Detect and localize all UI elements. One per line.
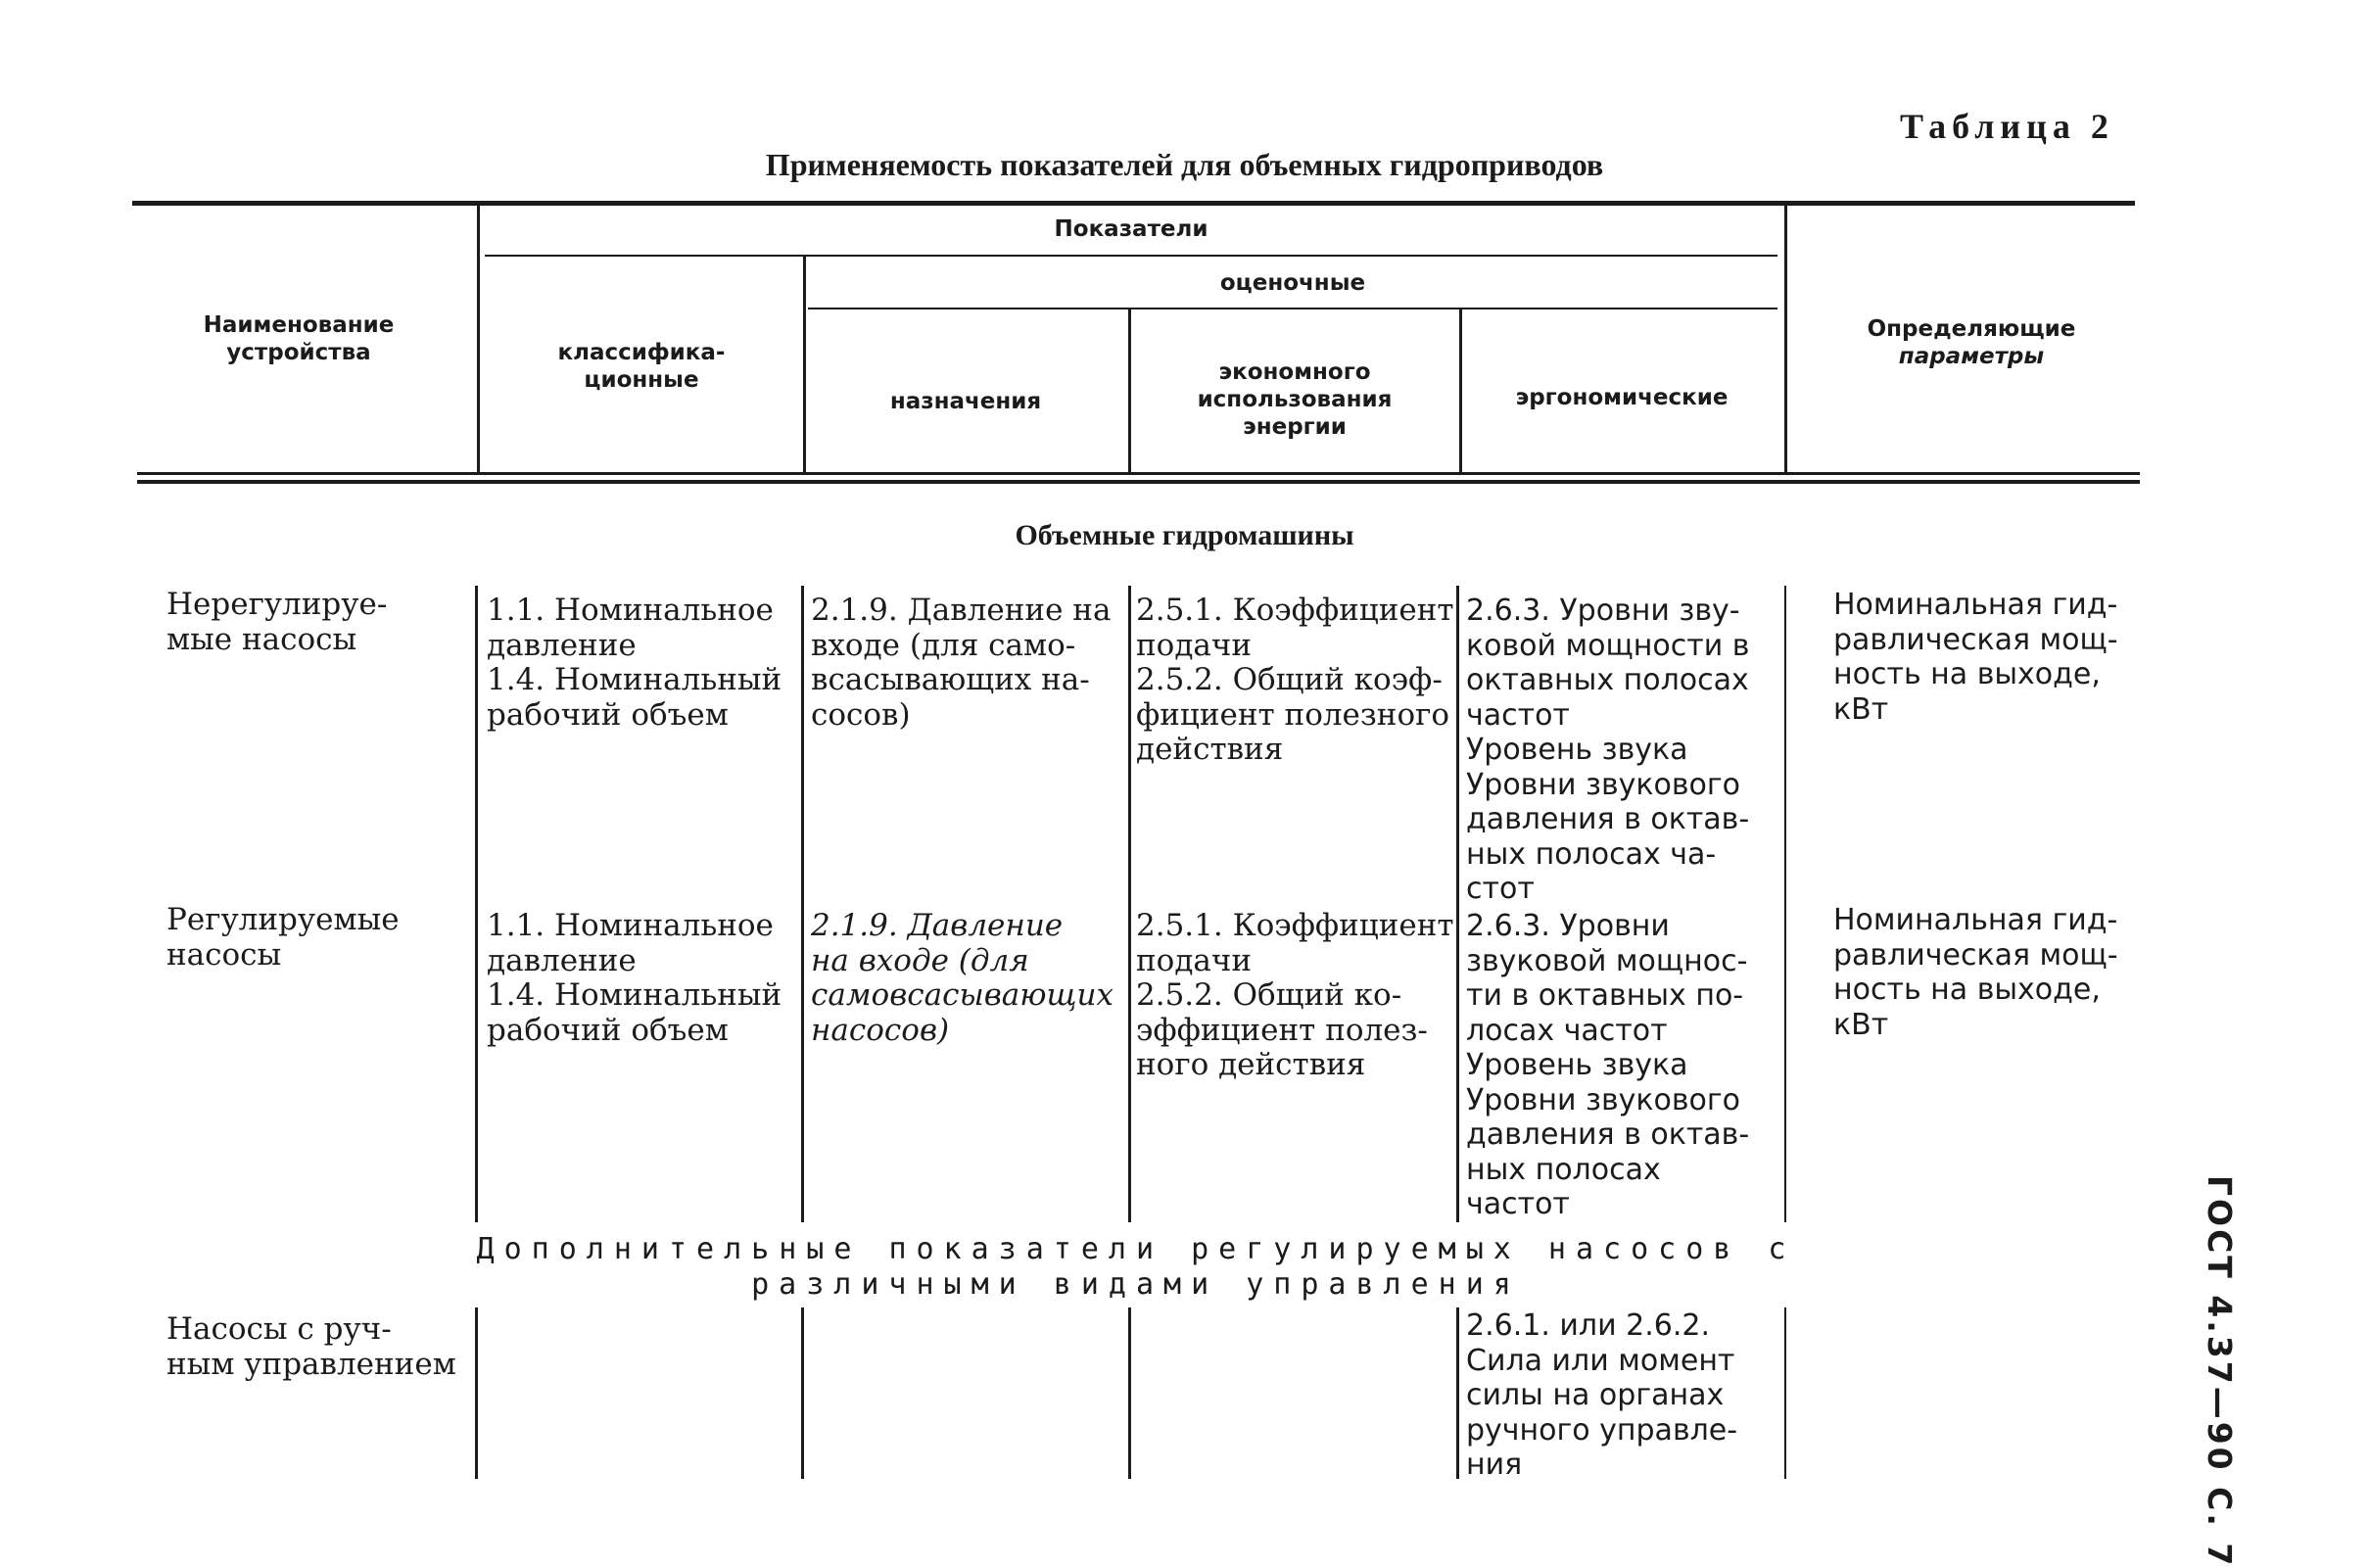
row1-classification: 1.1. Номинальное давление 1.4. Номинальный рабочий объем: [487, 593, 782, 733]
row2-ergonomic: 2.6.3. Уровни звуковой мощнос- ти в октавных по- лосах частот Уровень звука Уровни звукового давления в октав- ных полосах частот: [1466, 909, 1750, 1221]
row2-classification: 1.1. Номинальное давление 1.4. Номинальный рабочий объем: [487, 908, 782, 1048]
row3-divider-3: [1128, 1307, 1131, 1479]
header-classification: классифика- ционные: [557, 340, 726, 393]
row1-economy: 2.5.1. Коэффициент подачи 2.5.2. Общий коэф- фициент полезного действия: [1136, 593, 1454, 767]
header-purpose: назначения: [889, 389, 1042, 414]
header-bottom-rule-1: [137, 472, 2140, 475]
body-divider-1: [475, 586, 478, 1222]
body-divider-4: [1456, 586, 1459, 1222]
header-divider-3: [1128, 309, 1131, 472]
row1-purpose: 2.1.9. Давление на входе (для само- всасывающих на- сосов): [811, 593, 1112, 733]
header-economy: экономного использования энергии: [1197, 359, 1393, 440]
row3-divider-5: [1784, 1307, 1786, 1479]
header-indicators: Показатели: [1054, 216, 1208, 242]
body-divider-5: [1784, 586, 1786, 1222]
row2-purpose: 2.1.9. Давление на входе (для самовсасывающих насосов): [811, 908, 1114, 1048]
subsection-title-line2: различными видами управления: [751, 1267, 1521, 1302]
side-label-text: ГОСТ 4.37—90 С. 7: [2201, 1175, 2239, 1568]
table-number: Таблица 2: [1900, 107, 2114, 146]
row1-ergonomic: 2.6.3. Уровни зву- ковой мощности в октавных полосах частот Уровень звука Уровни звукового давления в октав- ных полосах ча- стот: [1466, 594, 1750, 906]
evaluative-underline: [808, 308, 1777, 309]
header-defining-params-line2: параметры: [1898, 344, 2045, 369]
row1-name: Нерегулируе- мые насосы: [166, 587, 388, 657]
row1-defining: Номинальная гид- равлическая мощ- ность на выходе, кВт: [1833, 588, 2118, 727]
row3-divider-4: [1456, 1307, 1459, 1479]
header-device-name: Наименование устройства: [203, 312, 395, 365]
subsection-title-line1: Дополнительные показатели регулируемых насосов с: [476, 1232, 1796, 1266]
table-title: Применяемость показателей для объемных гидроприводов: [765, 147, 1604, 182]
row2-economy: 2.5.1. Коэффициент подачи 2.5.2. Общий ко- эффициент полез- ного действия: [1136, 908, 1454, 1082]
row2-defining: Номинальная гид- равлическая мощ- ность на выходе, кВт: [1833, 903, 2118, 1042]
body-divider-3: [1128, 586, 1131, 1222]
header-defining-params-line1: Определяющие: [1867, 316, 2076, 342]
header-divider-1: [477, 206, 480, 472]
header-bottom-rule-2: [137, 480, 2140, 484]
header-divider-2: [803, 257, 806, 472]
subsection-title: [431, 1232, 1841, 1303]
header-top-rule: [132, 201, 2135, 206]
row3-divider-1: [475, 1307, 478, 1479]
row3-name: Насосы с руч- ным управлением: [166, 1311, 456, 1382]
header-evaluative: оценочные: [1219, 270, 1366, 296]
indicators-underline: [485, 255, 1777, 257]
body-divider-2: [801, 586, 804, 1222]
header-divider-5: [1784, 206, 1787, 472]
row3-ergonomic: 2.6.1. или 2.6.2. Сила или момент силы на органах ручного управле- ния: [1466, 1308, 1738, 1482]
header-divider-4: [1459, 309, 1462, 472]
side-label: [2201, 1175, 2243, 1568]
row3-divider-2: [801, 1307, 804, 1479]
header-defining-params: [1790, 315, 2153, 370]
row2-name: Регулируемые насосы: [166, 902, 400, 973]
header-ergonomic: эргономические: [1515, 385, 1729, 410]
section-title: Объемные гидромашины: [1015, 519, 1354, 551]
